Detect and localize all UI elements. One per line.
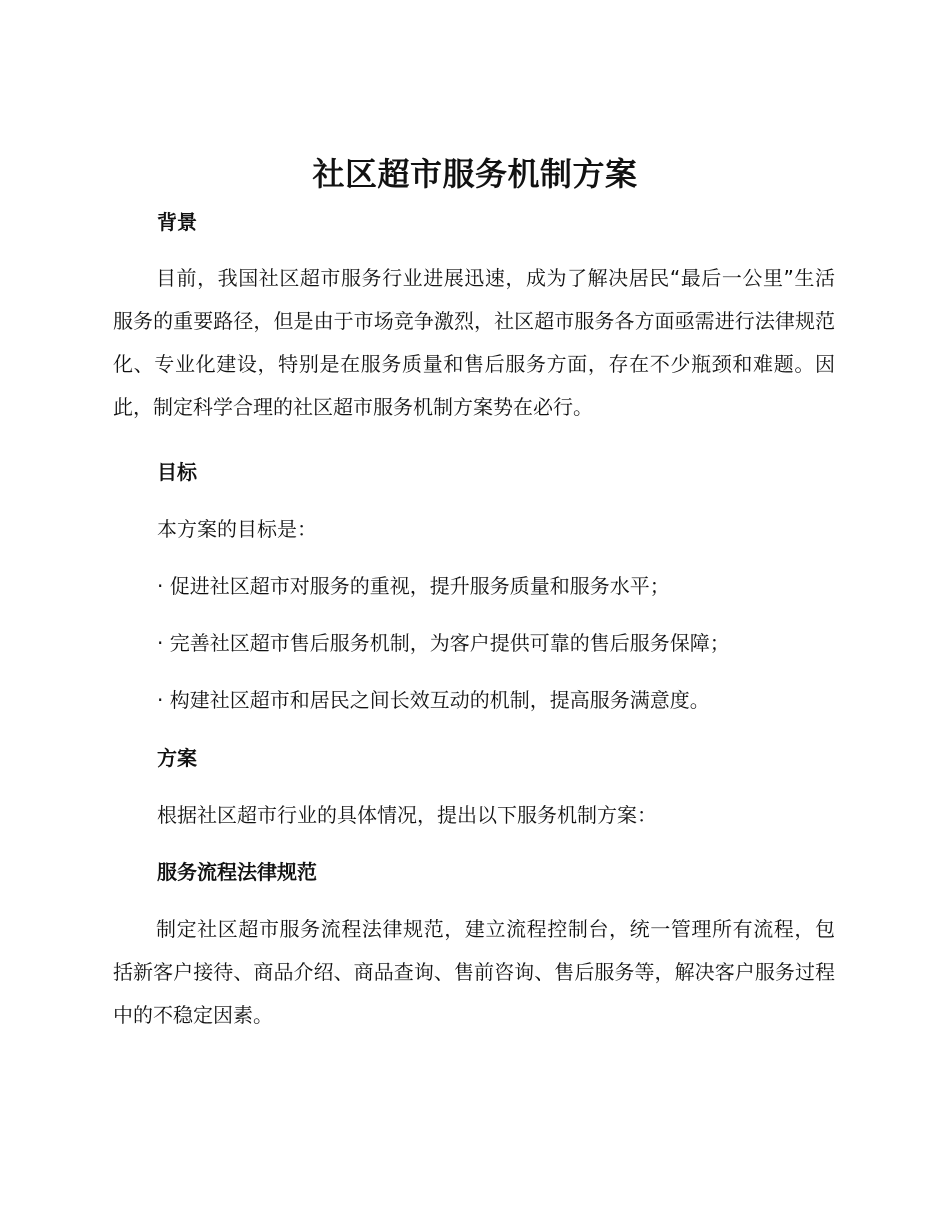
goal-item: · 构建社区超市和居民之间长效互动的机制，提高服务满意度。 xyxy=(157,688,710,712)
background-paragraph: 目前，我国社区超市服务行业进展迅速，成为了解决居民“最后一公里”生活服务的重要路径，但是由于市场竞争激烈，社区超市服务各方面亟需进行法律规范化、专业化建设，特别是在服务质量和售后服务方面，存在不少瓶颈和难题。因此，制定科学合理的社区超市服务机制方案势在必行。 xyxy=(113,266,835,419)
section-heading-goals: 目标 xyxy=(157,460,197,484)
plan-intro: 根据社区超市行业的具体情况，提出以下服务机制方案： xyxy=(157,803,657,827)
process-paragraph: 制定社区超市服务流程法律规范，建立流程控制台，统一管理所有流程，包括新客户接待、商品介绍、商品查询、售前咨询、售后服务等，解决客户服务过程中的不稳定因素。 xyxy=(113,917,835,1027)
section-heading-process: 服务流程法律规范 xyxy=(157,860,317,884)
goal-item: · 促进社区超市对服务的重视，提升服务质量和服务水平； xyxy=(157,574,670,598)
section-heading-plan: 方案 xyxy=(157,746,197,770)
goals-intro: 本方案的目标是： xyxy=(157,517,317,541)
goal-item: · 完善社区超市售后服务机制，为客户提供可靠的售后服务保障； xyxy=(157,631,730,655)
document-title: 社区超市服务机制方案 xyxy=(312,155,638,193)
section-heading-background: 背景 xyxy=(157,210,197,234)
